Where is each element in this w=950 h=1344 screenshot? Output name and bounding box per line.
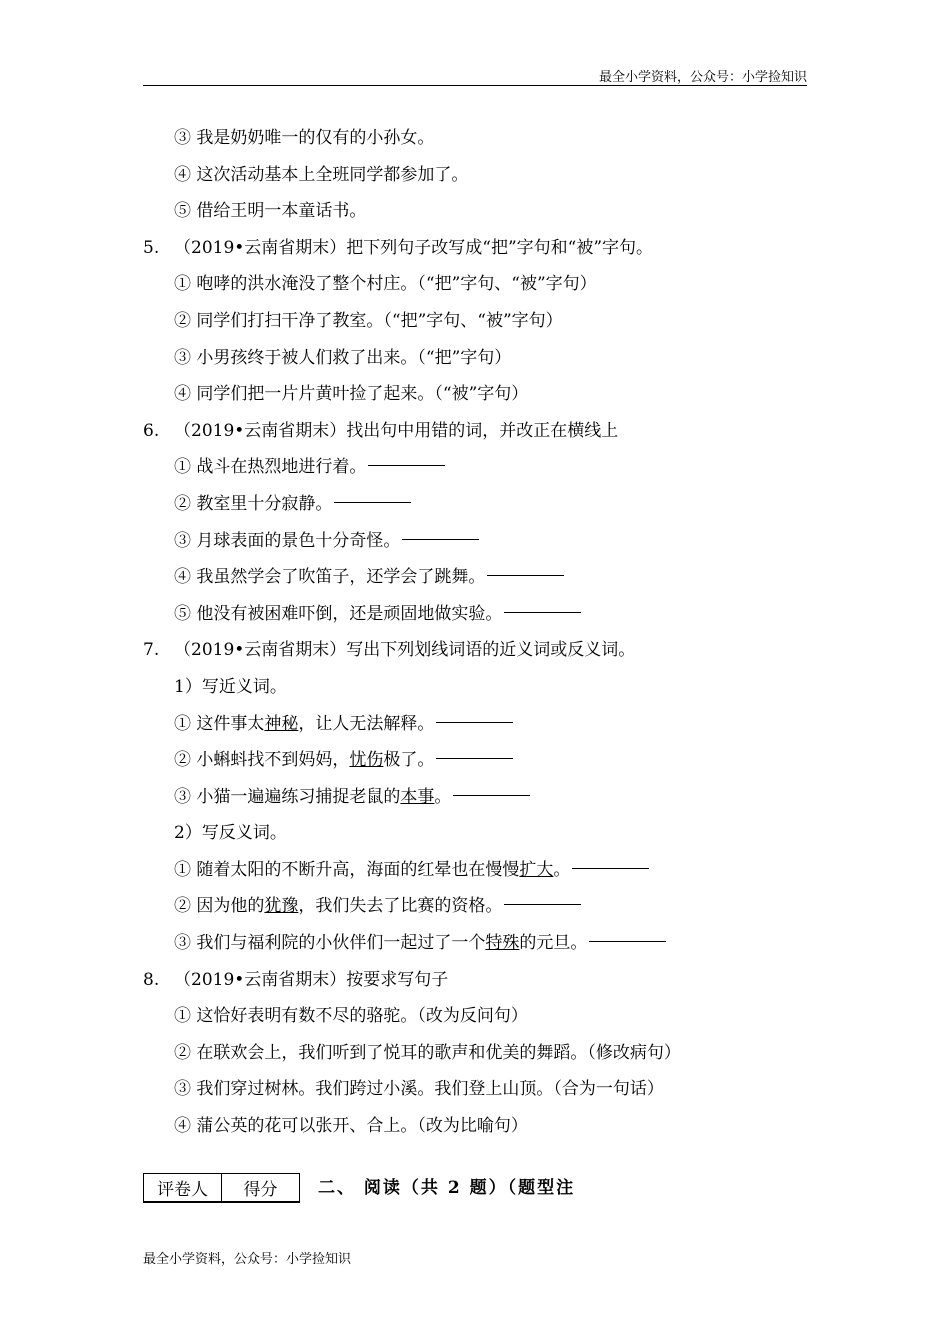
question-number: 7.	[143, 640, 160, 661]
item-text: ，让人无法解释。	[298, 713, 435, 734]
header-text: 最全小学资料，公众号：小学捡知识	[598, 70, 807, 85]
q6-item	[0, 559, 950, 596]
answer-blank[interactable]	[504, 903, 581, 905]
question-stem: （2019•云南省期末）找出句中用错的词，并改正在横线上	[174, 420, 619, 441]
q4-item: ④ 这次活动基本上全班同学都参加了。	[174, 164, 469, 185]
underlined-word: 扩大	[519, 859, 554, 880]
q8-item: ① 这恰好表明有数不尽的骆驼。（改为反问句）	[174, 1006, 528, 1027]
q6-item	[0, 523, 950, 560]
item-text: ① 战斗在热烈地进行着。	[174, 457, 367, 478]
q8-item: ② 在联欢会上，我们听到了悦耳的歌声和优美的舞蹈。（修改病句）	[174, 1042, 681, 1063]
question-number: 5.	[143, 237, 160, 258]
reviewer-cell: 评卷人	[144, 1174, 222, 1203]
item-text: ② 因为他的	[174, 896, 265, 917]
q5-item: ② 同学们打扫干净了教室。（“把”字句、“被”字句）	[174, 310, 563, 331]
footer-text: 最全小学资料，公众号：小学捡知识	[143, 1252, 352, 1267]
question-stem: （2019•云南省期末）写出下列划线词语的近义词或反义词。	[174, 640, 636, 661]
item-text: ③ 月球表面的景色十分奇怪。	[174, 530, 401, 551]
underlined-word: 犹豫	[264, 896, 299, 917]
score-table	[143, 1173, 300, 1203]
item-text: ① 这件事太	[174, 713, 265, 734]
q7-item	[0, 888, 950, 925]
item-text: ③ 小猫一遍遍练习捕捉老鼠的	[174, 786, 401, 807]
item-text: ，我们失去了比赛的资格。	[298, 896, 503, 917]
section-title: 二、 阅读（共 2 题）（题型注	[318, 1178, 576, 1198]
q7-item	[0, 925, 950, 962]
answer-blank[interactable]	[402, 538, 479, 540]
answer-blank[interactable]	[589, 940, 666, 942]
question-number: 8.	[143, 969, 160, 990]
question-5	[0, 230, 950, 267]
q8-item: ④ 蒲公英的花可以张开、合上。（改为比喻句）	[174, 1116, 528, 1137]
answer-blank[interactable]	[453, 794, 530, 796]
question-stem: （2019•云南省期末）把下列句子改写成“把”字句和“被”字句。	[174, 237, 654, 258]
question-stem: （2019•云南省期末）按要求写句子	[174, 969, 449, 990]
question-8	[0, 962, 950, 999]
q8-item: ③ 我们穿过树林。我们跨过小溪。我们登上山顶。（合为一句话）	[174, 1079, 664, 1100]
item-text: ② 教室里十分寂静。	[174, 493, 333, 514]
question-content	[0, 120, 950, 1145]
q6-item	[0, 449, 950, 486]
answer-blank[interactable]	[368, 464, 445, 466]
header-divider	[143, 85, 807, 86]
item-text: ② 小蝌蚪找不到妈妈，	[174, 750, 350, 771]
item-text: 的元旦。	[519, 933, 588, 954]
underlined-word: 神秘	[264, 713, 299, 734]
q4-item: ⑤ 借给王明一本童话书。	[174, 201, 367, 222]
underlined-word: 忧伤	[349, 750, 384, 771]
q4-item: ③ 我是奶奶唯一的仅有的小孙女。	[174, 128, 435, 148]
item-text: 极了。	[383, 750, 435, 771]
question-6	[0, 413, 950, 450]
item-text: ③ 我们与福利院的小伙伴们一起过了一个	[174, 933, 486, 954]
score-cell: 得分	[222, 1174, 300, 1203]
answer-blank[interactable]	[487, 574, 564, 576]
q7-item	[0, 706, 950, 743]
q6-item	[0, 596, 950, 633]
answer-blank[interactable]	[572, 867, 649, 869]
q5-item: ④ 同学们把一片片黄叶捡了起来。（“被”字句）	[174, 384, 529, 405]
answer-blank[interactable]	[504, 611, 581, 613]
item-text: ① 随着太阳的不断升高，海面的红晕也在慢慢	[174, 859, 520, 880]
underlined-word: 特殊	[485, 933, 520, 954]
q7-item	[0, 852, 950, 889]
item-text: 。	[553, 859, 571, 880]
q7-item	[0, 742, 950, 779]
underlined-word: 本事	[400, 786, 435, 807]
q7-part-heading: 1）写近义词。	[174, 676, 287, 697]
q7-part-heading: 2）写反义词。	[174, 823, 287, 844]
question-7	[0, 632, 950, 669]
question-number: 6.	[143, 420, 160, 441]
item-text: 。	[434, 786, 452, 807]
q5-item: ③ 小男孩终于被人们救了出来。（“把”字句）	[174, 347, 512, 368]
q7-item	[0, 779, 950, 816]
item-text: ④ 我虽然学会了吹笛子，还学会了跳舞。	[174, 567, 486, 588]
item-text: ⑤ 他没有被困难吓倒，还是顽固地做实验。	[174, 603, 503, 624]
q5-item: ① 咆哮的洪水淹没了整个村庄。（“把”字句、“被”字句）	[174, 274, 597, 295]
answer-blank[interactable]	[334, 501, 411, 503]
answer-blank[interactable]	[436, 757, 513, 759]
answer-blank[interactable]	[436, 721, 513, 723]
q6-item	[0, 486, 950, 523]
